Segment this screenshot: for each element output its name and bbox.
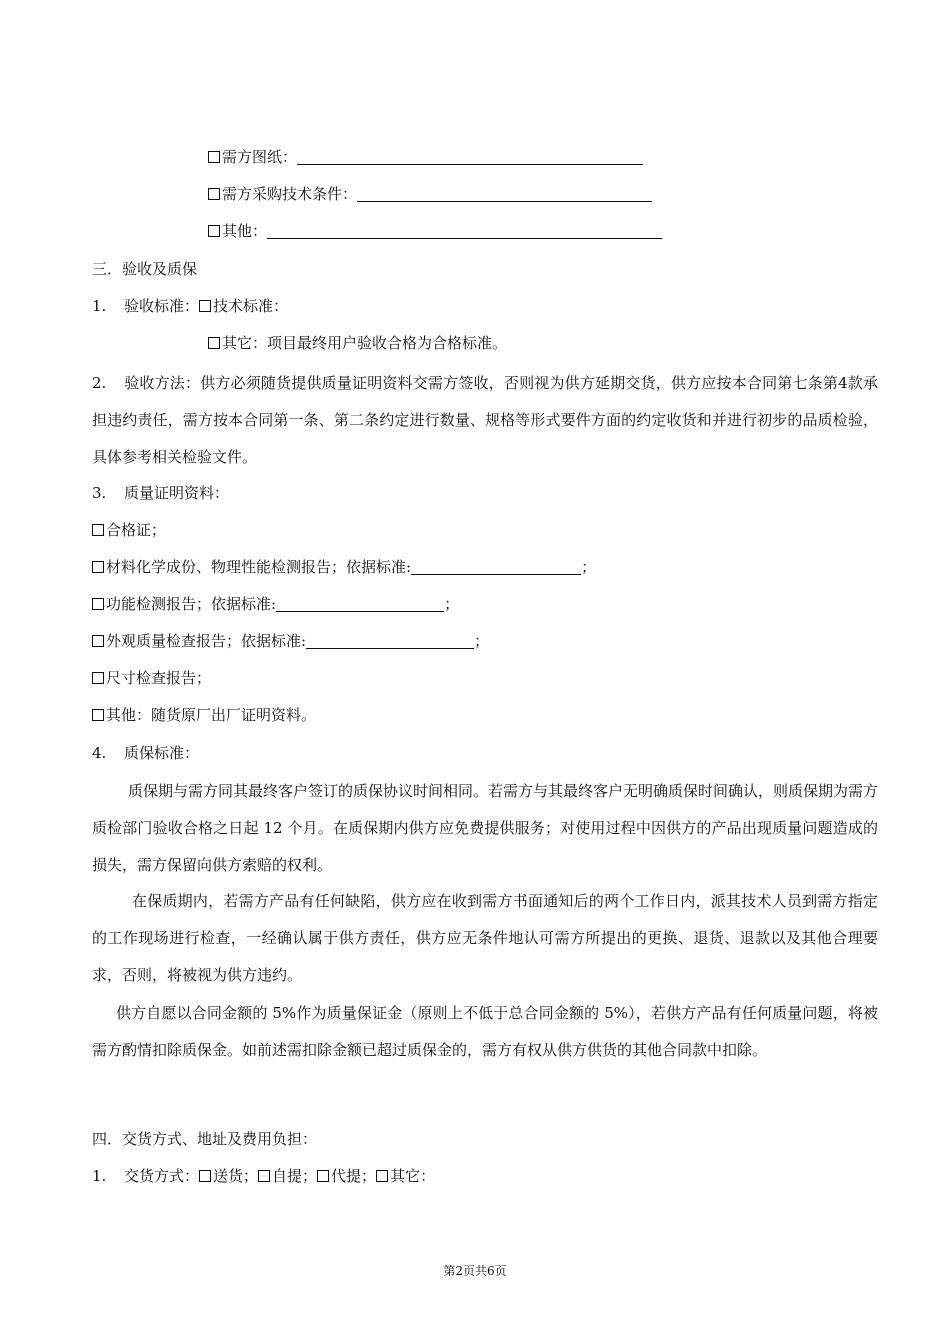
page-number: 第2页共6页 — [443, 1264, 507, 1278]
other1-item — [208, 221, 662, 241]
checkbox[interactable] — [258, 1170, 270, 1182]
delivery-method-label: 交货方式： — [124, 1167, 200, 1185]
checkbox[interactable] — [317, 1170, 329, 1182]
checkbox[interactable] — [208, 337, 220, 349]
function-item — [92, 594, 459, 614]
appearance-item — [92, 631, 489, 651]
other1-blank[interactable] — [267, 224, 662, 239]
section3-heading: 三．验收及质保 — [92, 260, 198, 278]
checkbox[interactable] — [208, 188, 220, 200]
tech-standard-option: 技术标准： — [213, 297, 289, 315]
dimension-label: 尺寸检查报告； — [106, 669, 212, 687]
warranty-label: 质保标准： — [124, 744, 200, 762]
quality-docs-heading — [92, 483, 229, 503]
section4-heading: 四．交货方式、地址及费用负担： — [92, 1130, 318, 1148]
tech-conditions-blank[interactable] — [357, 187, 652, 202]
item-number: 2. — [92, 374, 107, 392]
checkbox[interactable] — [92, 561, 104, 573]
item-number: 1. — [92, 297, 107, 315]
material-item — [92, 557, 596, 577]
pickup-option: 自提； — [272, 1167, 318, 1185]
appearance-blank[interactable] — [306, 634, 474, 649]
agent-option: 代提； — [331, 1167, 377, 1185]
material-blank[interactable] — [411, 560, 581, 575]
material-label: 材料化学成份、物理性能检测报告；依据标准: — [106, 558, 412, 576]
warranty-para-1: 质保期与需方同其最终客户签订的质保协议时间相同。若需方与其最终客户无明确质保时间确认，则质保期为需方质检部门验收合格之日起 12 个月。在质保期内供方应免费提供服务；对使用过程中因供方的产品出现质量问题造成的损失，需方保留向供方索赔的权利。 — [92, 782, 879, 874]
other1-label: 其他： — [222, 222, 268, 240]
cert-item — [92, 520, 166, 540]
checkbox[interactable] — [92, 598, 104, 610]
warranty-para-3: 供方自愿以合同金额的 5%作为质量保证金（原则上不低于总合同金额的 5%），若供方产品有任何质量问题，将被需方酌情扣除质保金。如前述需扣除金额已超过质保金的，需方有权从供方供货的其他合同款中扣除。 — [92, 1004, 878, 1059]
other-standard-option: 其它：项目最终用户验收合格为合格标准。 — [222, 334, 508, 352]
cert-label: 合格证； — [106, 521, 167, 539]
checkbox[interactable] — [199, 300, 211, 312]
delivery-method — [92, 1166, 435, 1186]
acceptance-standard — [92, 296, 288, 316]
delivery-option: 送货； — [213, 1167, 259, 1185]
checkbox[interactable] — [92, 709, 104, 721]
item-number: 3. — [92, 484, 107, 502]
drawing-blank[interactable] — [297, 150, 643, 165]
drawing-label: 需方图纸： — [222, 148, 298, 166]
function-blank[interactable] — [276, 597, 444, 612]
checkbox[interactable] — [208, 225, 220, 237]
other2-item — [92, 705, 316, 725]
drawing-item — [208, 147, 643, 167]
tech-conditions-label: 需方采购技术条件： — [222, 185, 358, 203]
function-label: 功能检测报告；依据标准: — [106, 595, 277, 613]
checkbox[interactable] — [92, 635, 104, 647]
checkbox[interactable] — [199, 1170, 211, 1182]
other-option: 其它： — [390, 1167, 436, 1185]
acceptance-standard-label: 验收标准： — [124, 297, 200, 315]
item-number: 4. — [92, 744, 107, 762]
checkbox[interactable] — [208, 151, 220, 163]
checkbox[interactable] — [92, 524, 104, 536]
other2-label: 其他：随货原厂出厂证明资料。 — [106, 706, 317, 724]
tech-conditions-item — [208, 184, 652, 204]
semicolon: ； — [444, 595, 460, 613]
quality-docs-label: 质量证明资料： — [124, 484, 230, 502]
semicolon: ； — [581, 558, 597, 576]
warranty-para-2: 在保质期内，若需方产品有任何缺陷，供方应在收到需方书面通知后的两个工作日内，派其技术人员到需方指定的工作现场进行检查，一经确认属于供方责任，供方应无条件地认可需方所提出的更换、退货、退款以及其他合理要求，否则，将被视为供方违约。 — [92, 892, 878, 984]
checkbox[interactable] — [376, 1170, 388, 1182]
warranty-heading — [92, 743, 199, 763]
other-standard — [208, 333, 507, 353]
dimension-item — [92, 668, 211, 688]
checkbox[interactable] — [92, 672, 104, 684]
acceptance-method-text: 验收方法：供方必须随货提供质量证明资料交需方签收，否则视为供方延期交货，供方应按本合同第七条第4款承担违约责任，需方按本合同第一条、第二条约定进行数量、规格等形式要件方面的约定收货和并进行初步的品质检验，具体参考相关检验文件。 — [92, 374, 878, 466]
item-number: 1. — [92, 1167, 107, 1185]
appearance-label: 外观质量检查报告；依据标准: — [106, 632, 307, 650]
acceptance-method — [92, 365, 878, 476]
semicolon: ； — [474, 632, 490, 650]
